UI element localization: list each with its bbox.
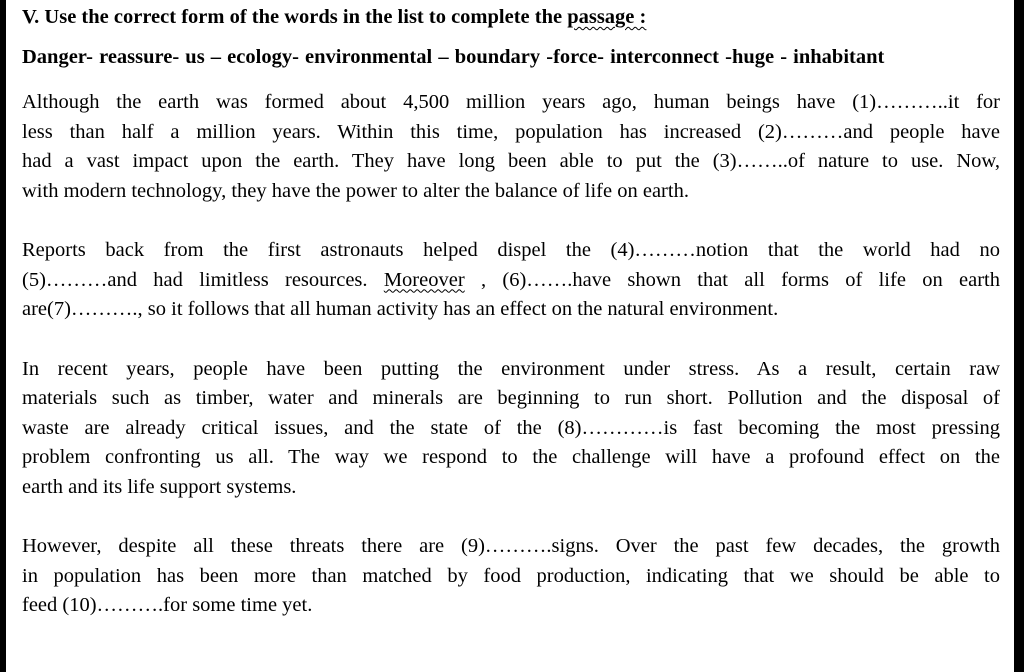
paragraph-line: However, despite all these threats there are (9)……….signs. Over the past few decades, the growth [22,535,1000,557]
paragraph-line: feed (10)……….for some time yet. [22,594,313,616]
paragraph-2 [22,236,1000,325]
exercise-heading [22,4,1000,30]
paragraph-3 [22,355,1000,503]
paragraph-line: in population has been more than matched by food production, indicating that we should be able to [22,564,1000,587]
paragraph-line: Reports back from the first astronauts helped dispel the (4)………notion that the world had no [22,239,1000,261]
heading-wavy-text: passage : [567,6,647,28]
paragraph-line: Although the earth was formed about 4,500 million years ago, human beings have (1)………..it for [22,91,1000,113]
paragraph-line: materials such as timber, water and minerals are beginning to run short. Pollution and the disposal of [22,387,1000,409]
paragraph-line: are(7)………., so it follows that all human activity has an effect on the natural environment. [22,298,779,320]
paragraph-line [22,266,1000,296]
line-segment: , (6)…….have shown that all forms of life on earth [464,268,1000,291]
paragraph-line: less than half a million years. Within this time, population has increased (2)………and people have [22,120,1000,143]
line-segment: (5)………and had limitless resources. [22,268,384,291]
paragraph-line: In recent years, people have been putting the environment under stress. As a result, certain raw [22,357,1000,380]
paragraph-line: waste are already critical issues, and the state of the (8)…………is fast becoming the most pressing [22,416,1000,439]
word-list: Danger- reassure- us – ecology- environmental – boundary -force- interconnect -huge - inhabitant [22,46,885,68]
paragraph-line: with modern technology, they have the power to alter the balance of life on earth. [22,179,689,202]
wavy-underlined-word: Moreover [383,268,465,291]
paragraph-line: earth and its life support systems. [22,475,297,498]
document-page [6,0,1014,672]
heading-text: V. Use the correct form of the words in the list to complete the [22,6,568,28]
paragraph-line: had a vast impact upon the earth. They have long been able to put the (3)……..of nature to use. Now, [22,150,1000,172]
paragraph-line: problem confronting us all. The way we respond to the challenge will have a profound effect on the [22,446,1000,468]
paragraph-1 [22,88,1000,206]
paragraph-4 [22,532,1000,621]
